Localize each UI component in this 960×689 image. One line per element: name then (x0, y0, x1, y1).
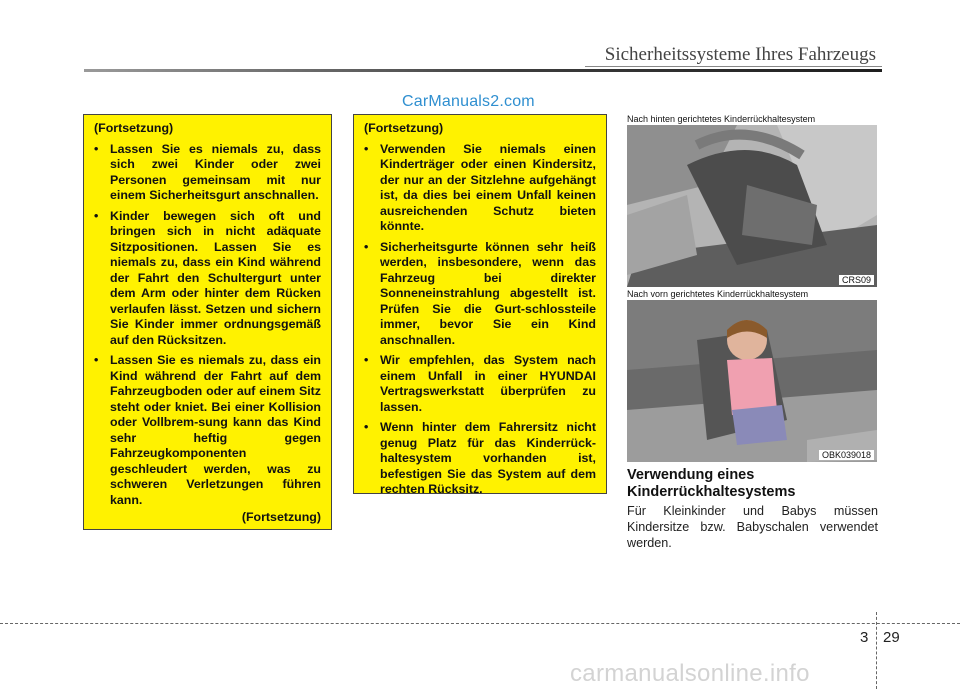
header-rule-thin (585, 66, 882, 67)
warning-item: • Lassen Sie es niemals zu, dass ein Kind während der Fahrt auf dem Fahrzeugboden oder auf einem Sitz steht oder kniet. Bei einer Kollision oder Vollbrem-sung kann das Kind sehr heftig gegen Fahrzeugkomponenten geschleudert werden, was zu schweren Verletzungen führen kann. (94, 353, 321, 507)
watermark-top: CarManuals2.com (402, 93, 535, 110)
warning-item: • Sicherheitsgurte können sehr heiß werden, insbesondere, wenn das Fahrzeug bei direkter Sonneneinstrahlung abgestellt ist. Prüfen Sie die Gurt-schlossteile immer, bevor Sie ein Kind anschnallen. (364, 239, 596, 347)
page-number: 29 (883, 629, 900, 646)
rear-facing-seat-illustration (627, 125, 877, 287)
bullet-icon: • (94, 353, 99, 367)
section-heading: Verwendung eines Kinderrückhaltesystems (627, 467, 796, 500)
watermark-bottom: carmanualsonline.info (570, 660, 810, 687)
figure-2-forward-facing-seat (627, 300, 877, 462)
bullet-icon: • (364, 353, 369, 367)
section-body: Für Kleinkinder und Babys müssen Kindersitze bzw. Babyschalen verwendet werden. (627, 504, 878, 550)
warning-list (94, 142, 321, 509)
figure-2-caption: Nach vorn gerichtetes Kinderrückhaltesystem (627, 289, 809, 299)
warning-item: • Kinder bewegen sich oft und bringen sich in nicht adäquate Sitzpositionen. Lassen Sie es niemals zu, dass ein Kind während der Fahrt den Schultergurt unter dem Arm oder hinter dem Rücken verlaufen lässt. Setzen und sichern Sie Kinder immer ordnungsgemäß auf den Rücksitzen. (94, 208, 321, 347)
page-header-title: Sicherheitssysteme Ihres Fahrzeugs (604, 44, 876, 65)
figure-2-code: OBK039018 (819, 450, 874, 460)
continuation-end-label: (Fortsetzung) (241, 510, 321, 524)
bullet-icon: • (94, 208, 99, 223)
warning-item: • Verwenden Sie niemals einen Kinderträger oder einen Kindersitz, der nur an der Sitzlehne aufgehängt ist, da dies bei einem Unfall keinen ausreichenden Schutz bieten könnte. (364, 141, 596, 233)
warning-list (364, 142, 596, 498)
footer-divider (876, 612, 877, 689)
continuation-label: (Fortsetzung) (94, 121, 174, 135)
forward-facing-seat-illustration (627, 300, 877, 462)
warning-item: • Wenn hinter dem Fahrersitz nicht genug Platz für das Kinderrück-haltesystem vorhanden ist, befestigen Sie das System auf dem rechten Rücksitz. (364, 420, 596, 496)
bullet-icon: • (94, 141, 99, 156)
figure-1-code: CRS09 (839, 275, 874, 285)
footer-rule (0, 623, 960, 624)
warning-item: • Lassen Sie es niemals zu, dass sich zwei Kinder oder zwei Personen gemeinsam mit nur einem Sicherheitsgurt anschnallen. (94, 141, 321, 202)
figure-1-caption: Nach hinten gerichtetes Kinderrückhaltesystem (627, 114, 816, 124)
continuation-label: (Fortsetzung) (364, 121, 444, 135)
page-chapter-number: 3 (860, 629, 869, 646)
warning-box-1 (83, 114, 332, 530)
header-rule (84, 69, 882, 72)
bullet-icon: • (364, 239, 369, 254)
warning-box-2 (353, 114, 607, 494)
bullet-icon: • (364, 420, 369, 434)
figure-1-rear-facing-seat (627, 125, 877, 287)
bullet-icon: • (364, 141, 369, 156)
warning-item: • Wir empfehlen, das System nach einem Unfall in einer HYUNDAI Vertragswerkstatt überprüfen zu lassen. (364, 353, 596, 414)
